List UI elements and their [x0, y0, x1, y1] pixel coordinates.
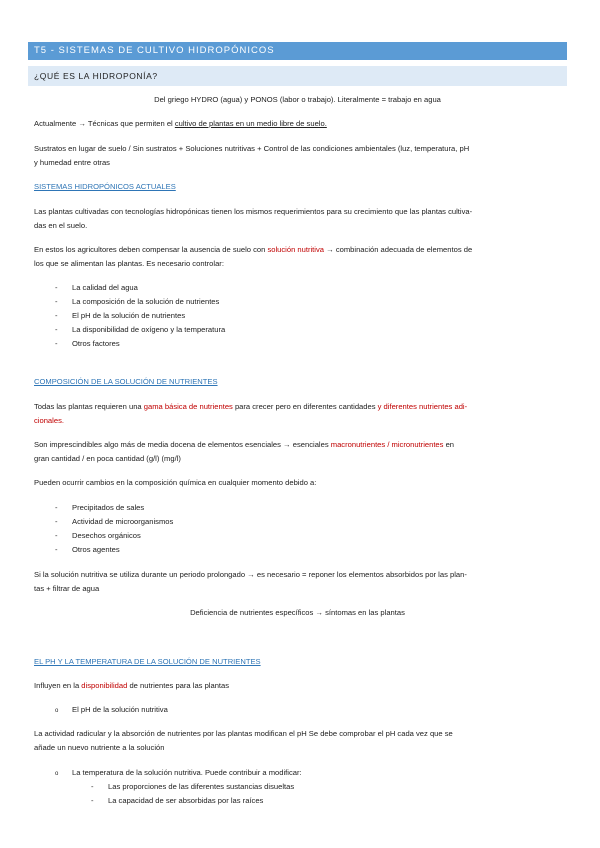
list-item: - Precipitados de sales [55, 503, 145, 512]
intro-origin: Del griego HYDRO (agua) y PONOS (labor o trabajo). Literalmente = trabajo en agua [154, 95, 441, 104]
text: para crecer pero en diferentes cantidades [232, 402, 378, 411]
section-heading-ph [34, 655, 564, 669]
intro-sustratos-line1: Sustratos en lugar de suelo / Sin sustratos + Soluciones nutritivas + Control de las condiciones ambientales (luz, temperatura, pH [34, 144, 470, 153]
list-item: - Otros factores [55, 339, 120, 348]
list-item: - Otros agentes [55, 545, 120, 554]
list-item: - La capacidad de ser absorbidas por las raíces [91, 796, 264, 805]
highlight-text: diferentes nutrientes adi- [381, 402, 468, 411]
paragraph: Pueden ocurrir cambios en la composición química en cualquier momento debido a: [34, 478, 317, 487]
text: → combinación adecuada de elementos de [324, 245, 473, 254]
paragraph: La actividad radicular y la absorción de nutrientes por las plantas modifican el pH Se debe comprobar el pH cada vez que se [34, 729, 453, 738]
list-item: - La composición de la solución de nutrientes [55, 297, 220, 306]
heading-text: EL PH Y LA TEMPERATURA DE LA SOLUCIÓN DE NUTRIENTES [34, 657, 261, 666]
paragraph: das en el suelo. [34, 221, 88, 230]
list-item-text: Desechos orgánicos [72, 531, 141, 540]
highlight-text: disponibilidad [81, 681, 128, 690]
list-item: o El pH de la solución nutritiva [55, 705, 168, 714]
highlight-text: macronutrientes [330, 440, 386, 449]
heading-text: COMPOSICIÓN DE LA SOLUCIÓN DE NUTRIENTES [34, 377, 218, 386]
paragraph [34, 400, 564, 414]
list-item-text: Actividad de microorganismos [72, 517, 174, 526]
highlight-text: micronutrientes [391, 440, 444, 449]
list-item-text: La composición de la solución de nutrientes [72, 297, 220, 306]
list-item: - Las proporciones de las diferentes sustancias disueltas [91, 782, 295, 791]
centered-note: Deficiencia de nutrientes específicos → síntomas en las plantas [190, 608, 405, 617]
list-item: - Actividad de microorganismos [55, 517, 174, 526]
list-item-text: Otros factores [72, 339, 120, 348]
text: Influyen en la [34, 681, 82, 690]
list-item: - El pH de la solución de nutrientes [55, 311, 186, 320]
heading-text: SISTEMAS HIDROPÓNICOS ACTUALES [34, 182, 176, 191]
section-heading-composicion [34, 375, 564, 389]
list-item-text: Las proporciones de las diferentes sustancias disueltas [108, 782, 295, 791]
highlight-text: gama básica de nutrientes [143, 402, 233, 411]
list-item-text: La capacidad de ser absorbidas por las raíces [108, 796, 264, 805]
highlight-text: cionales. [34, 416, 64, 425]
list-item-text: Otros agentes [72, 545, 120, 554]
list-item: - La calidad del agua [55, 283, 138, 292]
paragraph [34, 438, 564, 452]
list-item: - Desechos orgánicos [55, 531, 141, 540]
document-title: T5 - SISTEMAS DE CULTIVO HIDROPÓNICOS [28, 42, 567, 60]
list-item-text: El pH de la solución de nutrientes [72, 311, 186, 320]
paragraph: gran cantidad / en poca cantidad (g/l) (mg/l) [34, 454, 181, 463]
intro-actual-underlined: cultivo de plantas en un medio libre de suelo. [174, 119, 327, 128]
text: En estos los agricultores deben compensar la ausencia de suelo con [34, 245, 268, 254]
paragraph: añade un nuevo nutriente a la solución [34, 743, 165, 752]
list-item-text: La temperatura de la solución nutritiva. Puede contribuir a modificar: [72, 768, 302, 777]
list-item-text: La disponibilidad de oxígeno y la temperatura [72, 325, 226, 334]
highlight-text: y [377, 402, 382, 411]
list-item: o La temperatura de la solución nutritiva. Puede contribuir a modificar: [55, 768, 302, 777]
highlight-text: solución nutritiva [267, 245, 324, 254]
list-item-text: Precipitados de sales [72, 503, 145, 512]
text: de nutrientes para las plantas [127, 681, 230, 690]
text: Todas las plantas requieren una [34, 402, 144, 411]
section-heading-sistemas [34, 180, 564, 194]
list-item: - La disponibilidad de oxígeno y la temperatura [55, 325, 226, 334]
section-title: ¿QUÉ ES LA HIDROPONÍA? [28, 66, 567, 86]
paragraph [34, 414, 564, 428]
paragraph [34, 679, 564, 693]
text: / [385, 440, 392, 449]
text: Son imprescindibles algo más de media docena de elementos esenciales → esenciales [34, 440, 331, 449]
intro-actual-text: Actualmente → Técnicas que permiten el [34, 119, 175, 128]
paragraph: Si la solución nutritiva se utiliza durante un periodo prolongado → es necesario = reponer los elementos absorbidos por las plan- [34, 570, 467, 579]
intro-sustratos-line2: y humedad entre otras [34, 158, 110, 167]
paragraph: Las plantas cultivadas con tecnologías hidropónicas tienen los mismos requerimientos para su crecimiento que las plantas cultiva- [34, 207, 473, 216]
paragraph [34, 243, 564, 257]
intro-actual [34, 117, 564, 131]
list-item-text: El pH de la solución nutritiva [72, 705, 168, 714]
list-item-text: La calidad del agua [72, 283, 138, 292]
paragraph: los que se alimentan las plantas. Es necesario controlar: [34, 259, 224, 268]
paragraph: tas + filtrar de agua [34, 584, 100, 593]
text: en [443, 440, 455, 449]
